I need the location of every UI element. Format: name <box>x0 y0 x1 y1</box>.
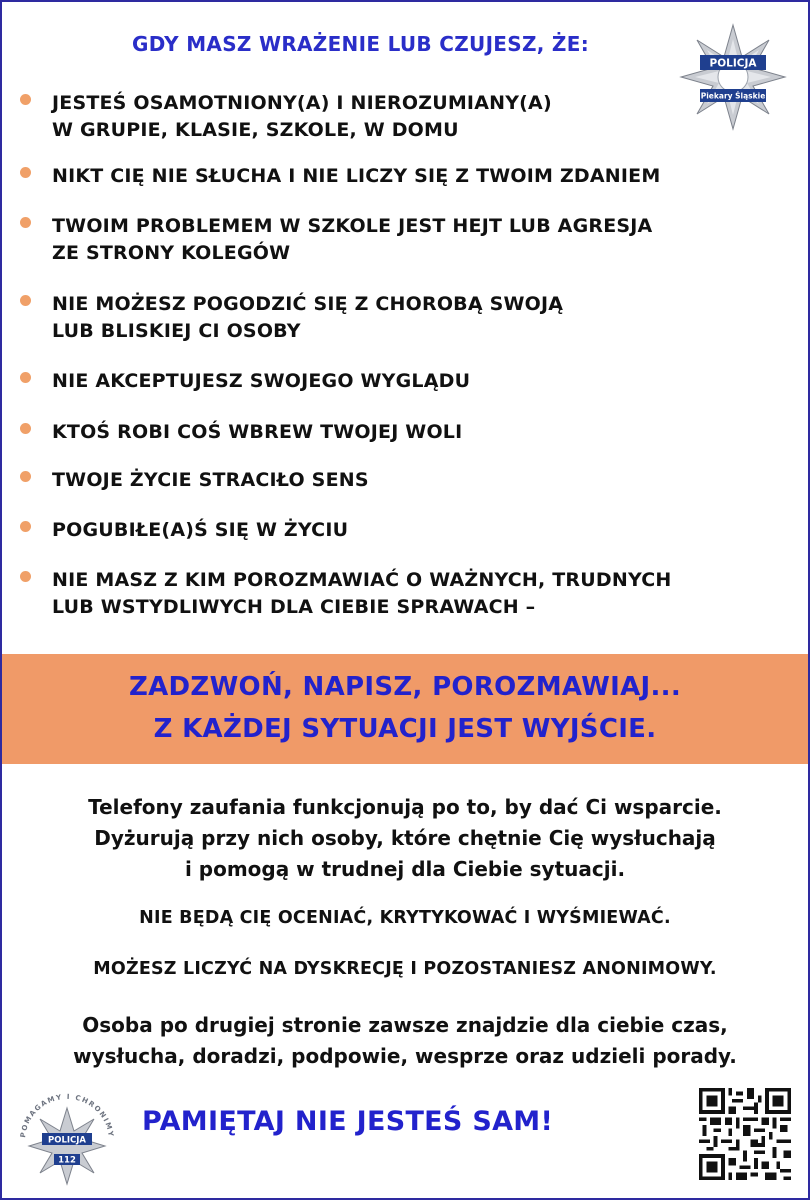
bullet-icon <box>20 571 31 582</box>
list-item-text: KTOŚ ROBI COŚ WBREW TWOJEJ WOLI <box>52 421 463 443</box>
bullet-icon <box>20 423 31 434</box>
bullet-icon <box>20 217 31 228</box>
anonymity-statement: MOŻESZ LICZYĆ NA DYSKRECJĘ I POZOSTANIESZ ANONIMOWY. <box>93 959 717 979</box>
band-line-2: Z KAŻDEJ SYTUACJI JEST WYJŚCIE. <box>153 714 657 744</box>
list-item-text: NIE MOŻESZ POGODZIĆ SIĘ Z CHOROBĄ SWOJĄ LUB BLISKIEJ CI OSOBY <box>52 293 564 342</box>
bullet-icon <box>20 94 31 105</box>
header-title: GDY MASZ WRAŻENIE LUB CZUJESZ, ŻE: <box>132 32 589 56</box>
band-line-1: ZADZWOŃ, NAPISZ, POROZMAWIAJ... <box>128 672 682 702</box>
list-item-text: NIE AKCEPTUJESZ SWOJEGO WYGLĄDU <box>52 370 471 392</box>
closing-paragraph-line: wysłucha, doradzi, podpowie, wesprze oraz udzieli porady. <box>73 1044 737 1068</box>
bullet-icon <box>20 372 31 383</box>
list-item-text: NIE MASZ Z KIM POROZMAWIAĆ O WAŻNYCH, TRUDNYCH LUB WSTYDLIWYCH DLA CIEBIE SPRAWACH – <box>52 569 672 618</box>
list-item-text: JESTEŚ OSAMOTNIONY(A) I NIEROZUMIANY(A) W GRUPIE, KLASIE, SZKOLE, W DOMU <box>52 92 552 141</box>
support-paragraph-line: Telefony zaufania funkcjonują po to, by dać Ci wsparcie. <box>88 795 722 819</box>
bullet-icon <box>20 471 31 482</box>
support-paragraph-line: i pomogą w trudnej dla Ciebie sytuacji. <box>184 857 626 881</box>
bullet-icon <box>20 295 31 306</box>
support-paragraph-line: Dyżurują przy nich osoby, które chętnie Cię wysłuchają <box>94 826 716 850</box>
bullet-icon <box>20 167 31 178</box>
police-badge-112-icon <box>12 1090 122 1196</box>
no-judgement-statement: NIE BĘDĄ CIĘ OCENIAĆ, KRYTYKOWAĆ I WYŚMIEWAĆ. <box>139 908 671 928</box>
list-item-text: POGUBIŁE(A)Ś SIĘ W ŻYCIU <box>52 519 349 541</box>
closing-paragraph <box>2 1010 808 1072</box>
list-item-text: TWOJE ŻYCIE STRACIŁO SENS <box>52 469 369 491</box>
bullet-icon <box>20 521 31 532</box>
footer-title: PAMIĘTAJ NIE JESTEŚ SAM! <box>142 1106 554 1137</box>
badge-112-label: POLICJA <box>47 1135 87 1146</box>
call-to-action-band <box>2 654 808 764</box>
qr-code-icon <box>699 1088 791 1180</box>
badge-sublabel: Piekary Śląskie <box>700 91 766 101</box>
list-item-text: NIKT CIĘ NIE SŁUCHA I NIE LICZY SIĘ Z TWOIM ZDANIEM <box>52 165 661 187</box>
list-item-text: TWOIM PROBLEMEM W SZKOLE JEST HEJT LUB AGRESJA ZE STRONY KOLEGÓW <box>52 215 653 264</box>
badge-label: POLICJA <box>709 57 757 70</box>
support-paragraph <box>2 792 808 885</box>
badge-motto: POMAGAMY I CHRONIMY <box>19 1092 115 1139</box>
badge-112-number: 112 <box>58 1155 76 1166</box>
closing-paragraph-line: Osoba po drugiej stronie zawsze znajdzie dla ciebie czas, <box>82 1013 728 1037</box>
police-badge-icon <box>678 22 788 132</box>
